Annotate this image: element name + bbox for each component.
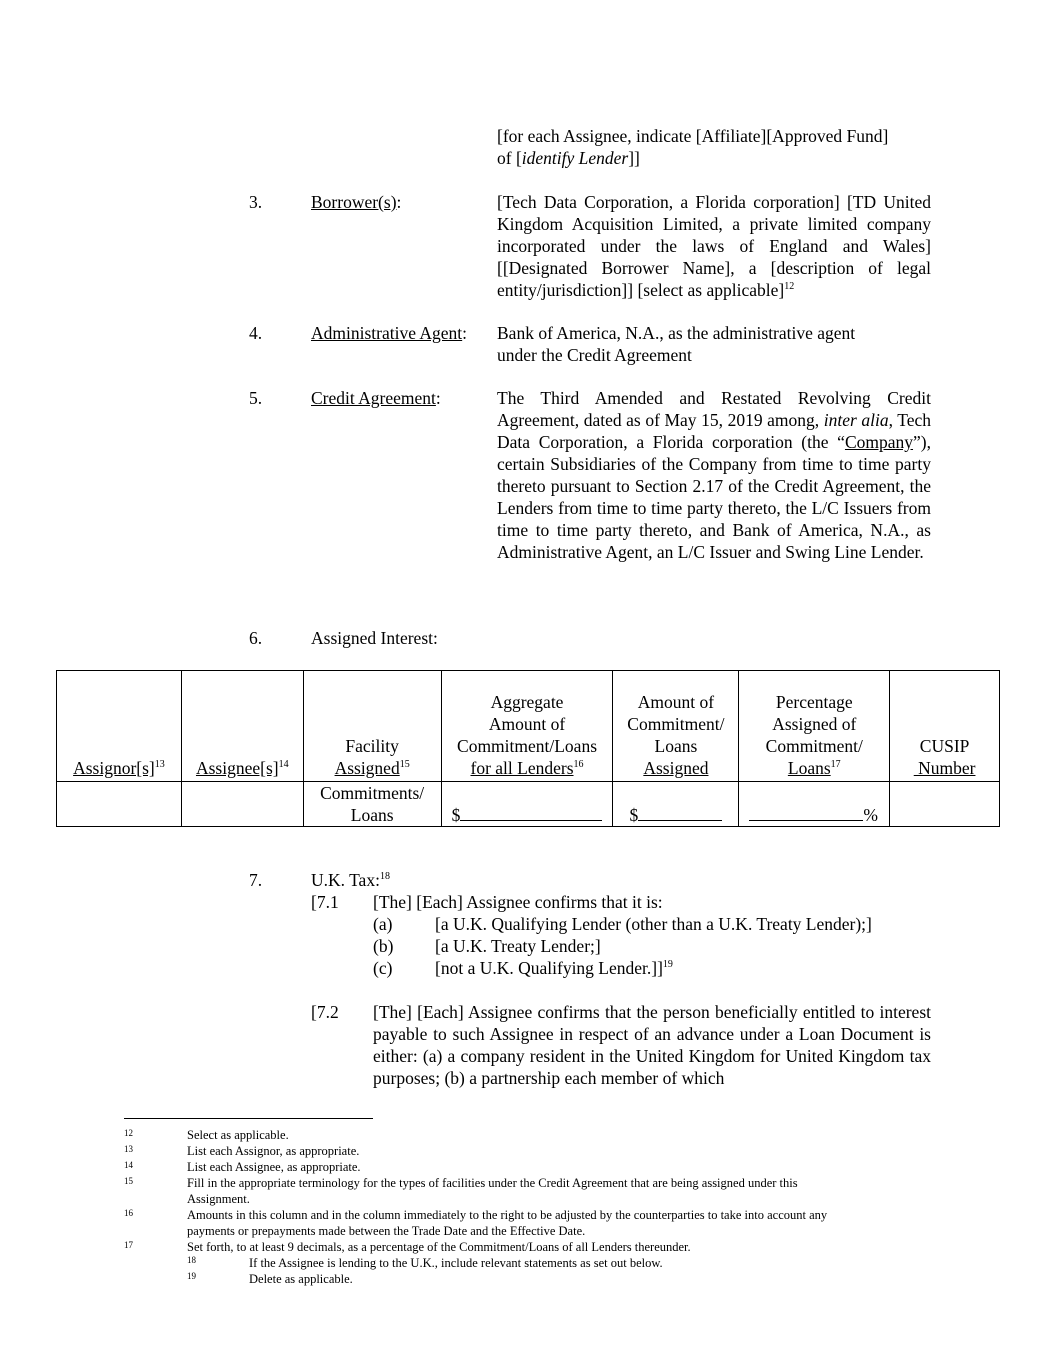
footnote-13-text: List each Assignor, as appropriate.	[187, 1144, 360, 1158]
cell-cusip	[890, 782, 1000, 827]
footnote-12-text: Select as applicable.	[187, 1128, 289, 1142]
item-4-text-line-1: Bank of America, N.A., as the administrative agent	[497, 323, 856, 343]
option-c-text: [not a U.K. Qualifying Lender.]]$^{19}$	[435, 958, 673, 978]
item-6-number: 6.	[249, 628, 263, 648]
section-7-2-text: [The] [Each] Assignee confirms that the person beneficially entitled to interest payable to such Assignee in respect of an advance under a Loan Document is either: (a) a company resident in the United Kingdom for United Kingdom tax purposes; (b) a partnership each member of which	[373, 1002, 931, 1088]
footnote-18-text: If the Assignee is lending to the U.K., include relevant statements as set out below.	[249, 1256, 663, 1270]
footnote-17-text: Set forth, to at least 9 decimals, as a percentage of the Commitment/Loans of all Lenders thereunder.	[187, 1240, 691, 1254]
item-4-number: 4.	[249, 323, 263, 343]
intro-line-2: of [identify Lender]]	[497, 148, 640, 168]
header-assignor: $Assignor[s]^{13}$	[57, 671, 182, 782]
amount-assigned-blank	[638, 803, 722, 821]
section-7-2-number: [7.2	[311, 1002, 339, 1022]
option-a-text: [a U.K. Qualifying Lender (other than a U.K. Treaty Lender);]	[435, 914, 872, 934]
footnote-12-number: 12	[124, 1128, 133, 1138]
cell-percentage: %	[739, 782, 890, 827]
cell-assignor	[57, 782, 182, 827]
option-c-letter: (c)	[373, 958, 393, 978]
cell-aggregate-amount: $	[441, 782, 613, 827]
item-3-text: [Tech Data Corporation, a Florida corporation] [TD United Kingdom Acquisition Limited, a private limited company incorporated under the laws of England and Wales] [[Designated Borrower Name], a [description of legal entity/jurisdiction]] [select as applicable]$^{12}$	[497, 192, 931, 300]
option-a-letter: (a)	[373, 914, 393, 934]
footnote-16-text-line-1: Amounts in this column and in the column immediately to the right to be adjusted by the counterparties to take into account any	[187, 1208, 828, 1222]
item-4-label: Administrative Agent:	[311, 323, 468, 343]
header-percentage-assigned: Percentage Assigned of Commitment/ Loans$^{17}$	[739, 671, 890, 782]
footnote-19-number: 19	[187, 1271, 196, 1281]
footnote-separator	[124, 1118, 373, 1119]
footnote-15-text-line-2: Assignment.	[187, 1192, 250, 1206]
percentage-blank	[749, 803, 863, 821]
assigned-interest-table	[56, 670, 1000, 827]
header-aggregate-amount: Aggregate Amount of Commitment/Loans for all Lenders$^{16}$	[441, 671, 613, 782]
item-3-number: 3.	[249, 192, 263, 212]
table-row	[57, 782, 1000, 827]
item-6-label: Assigned Interest:	[311, 628, 438, 648]
cell-facility: Commitments/ Loans	[303, 782, 441, 827]
item-3-label: Borrower(s):	[311, 192, 402, 212]
item-7-number: 7.	[249, 870, 263, 890]
footnote-14-text: List each Assignee, as appropriate.	[187, 1160, 361, 1174]
footnote-ref-12: 12	[784, 281, 795, 292]
table-header-row	[57, 671, 1000, 782]
item-5-text: The Third Amended and Restated Revolving Credit Agreement, dated as of May 15, 2019 among, inter alia, Tech Data Corporation, a Florida corporation (the “Company”), certain Subsidiaries of the Company from time to time party thereto pursuant to Section 2.17 of the Credit Agreement, the Lenders from time to time party thereto, the L/C Issuers from time to time party thereto, and Bank of America, N.A., as Administrative Agent, an L/C Issuer and Swing Line Lender.	[497, 388, 931, 562]
option-b-text: [a U.K. Treaty Lender;]	[435, 936, 601, 956]
aggregate-amount-blank	[460, 803, 602, 821]
header-assignee: $Assignee[s]^{14}$	[181, 671, 303, 782]
footnote-17-number: 17	[124, 1240, 133, 1250]
header-amount-assigned: Amount of Commitment/ Loans Assigned	[613, 671, 739, 782]
footnote-16-text-line-2: payments or prepayments made between the Trade Date and the Effective Date.	[187, 1224, 586, 1238]
footnote-19-text: Delete as applicable.	[249, 1272, 353, 1286]
cell-amount-assigned: $	[613, 782, 739, 827]
footnote-ref-18: 18	[379, 871, 390, 882]
item-5-label: Credit Agreement:	[311, 388, 441, 408]
cell-assignee	[181, 782, 303, 827]
footnote-14-number: 14	[124, 1160, 133, 1170]
footnote-13-number: 13	[124, 1144, 133, 1154]
item-7-label: U.K. Tax:$^{18}$	[311, 870, 390, 890]
footnote-15-number: 15	[124, 1176, 133, 1186]
section-7-1-number: [7.1	[311, 892, 339, 912]
item-5-number: 5.	[249, 388, 263, 408]
section-7-1-text: [The] [Each] Assignee confirms that it is:	[373, 892, 663, 912]
footnote-18-number: 18	[187, 1255, 196, 1265]
footnote-ref-19: 19	[662, 959, 673, 970]
footnote-15-text-line-1: Fill in the appropriate terminology for the types of facilities under the Credit Agreement that are being assigned under this	[187, 1176, 798, 1190]
intro-line-1: [for each Assignee, indicate [Affiliate][Approved Fund]	[497, 126, 889, 146]
option-b-letter: (b)	[373, 936, 394, 956]
header-facility-assigned: Facility Assigned$^{15}$	[303, 671, 441, 782]
item-4-text-line-2: under the Credit Agreement	[497, 345, 692, 365]
header-cusip-number: CUSIP Number	[890, 671, 1000, 782]
footnote-16-number: 16	[124, 1208, 133, 1218]
